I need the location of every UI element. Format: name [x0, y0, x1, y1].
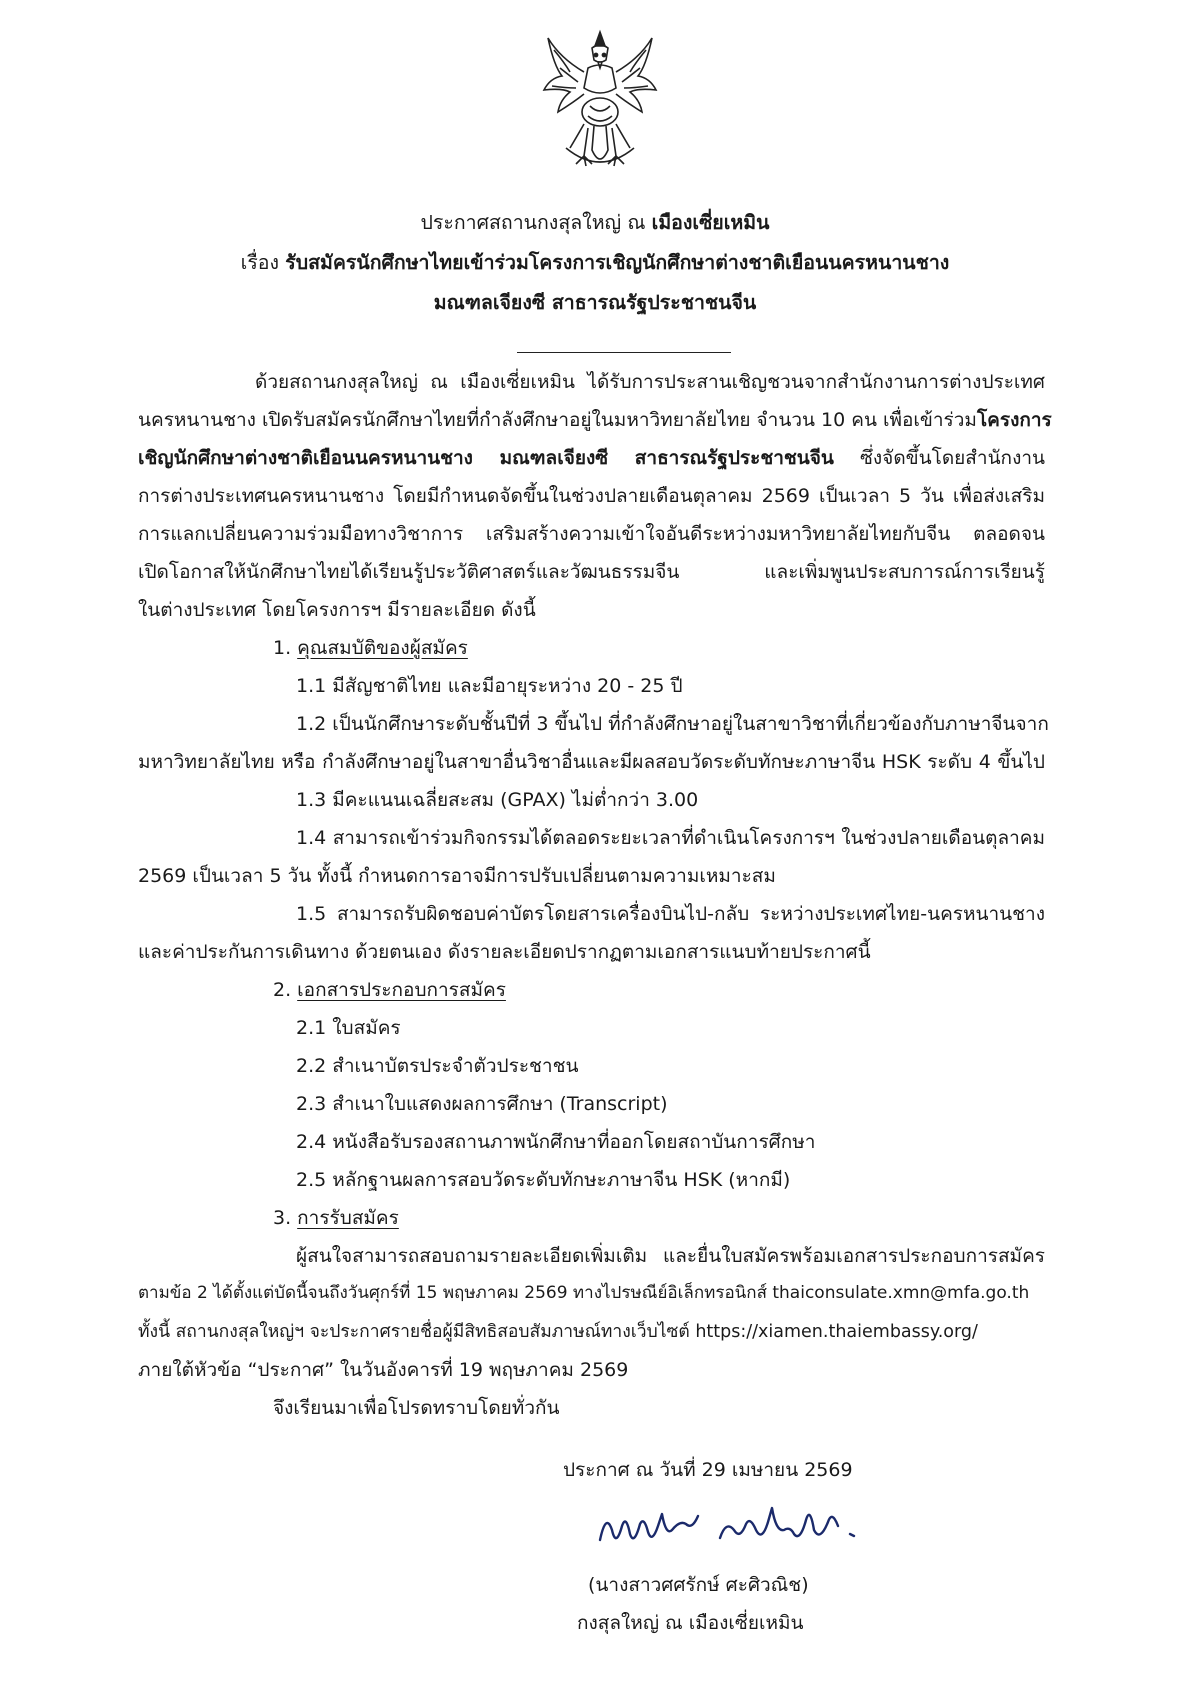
header-line-2 [0, 247, 1190, 278]
section-1-item-3: 1.3 มีคะแนนเฉลี่ยสะสม (GPAX) ไม่ต่ำกว่า 3.00 [296, 789, 699, 811]
section-2-item: 2.2 สำเนาบัตรประจำตัวประชาชน [296, 1055, 579, 1077]
section-1-item-5b: และค่าประกันการเดินทาง ด้วยตนเอง ดังรายละเอียดปรากฏตามเอกสารแนบท้ายประกาศนี้ [138, 941, 871, 963]
handwritten-signature-icon [592, 1490, 892, 1560]
intro-line-3: เชิญนักศึกษาต่างชาติเยือนนครหนานชาง มณฑลเจียงซี สาธารณรัฐประชาชนจีน ซึ่งจัดขึ้นโดยสำนักงาน [138, 447, 1045, 469]
garuda-emblem-icon [540, 28, 660, 176]
section-1-item-2b: มหาวิทยาลัยไทย หรือ กำลังศึกษาอยู่ในสาขาอื่นวิชาอื่นและมีผลสอบวัดระดับทักษะภาษาจีน HSK ระดับ 4 ขึ้นไป [138, 751, 1045, 773]
section-2-item: 2.5 หลักฐานผลการสอบวัดระดับทักษะภาษาจีน HSK (หากมี) [296, 1169, 791, 1191]
section-2-heading: 2. เอกสารประกอบการสมัคร [273, 979, 506, 1001]
section-1-item-4a: 1.4 สามารถเข้าร่วมกิจกรรมได้ตลอดระยะเวลาที่ดำเนินโครงการฯ ในช่วงปลายเดือนตุลาคม [296, 827, 1045, 849]
section-2-item: 2.3 สำเนาใบแสดงผลการศึกษา (Transcript) [296, 1093, 668, 1115]
signatory-position: กงสุลใหญ่ ณ เมืองเซี่ยเหมิน [577, 1612, 804, 1634]
section-3-line-4: ภายใต้หัวข้อ “ประกาศ” ในวันอังคารที่ 19 พฤษภาคม 2569 [138, 1359, 629, 1381]
signatory-name: (นางสาวศศรักษ์ ศะศิวณิช) [588, 1574, 809, 1596]
section-2-item: 2.4 หนังสือรับรองสถานภาพนักศึกษาที่ออกโดยสถาบันการศึกษา [296, 1131, 816, 1153]
section-2-title: เอกสารประกอบการสมัคร [297, 979, 506, 1001]
announcement-date: ประกาศ ณ วันที่ 29 เมษายน 2569 [563, 1459, 853, 1481]
section-3-line-2: ตามข้อ 2 ได้ตั้งแต่บัดนี้จนถึงวันศุกร์ที่ 15 พฤษภาคม 2569 ทางไปรษณีย์อิเล็กทรอนิกส์ thaiconsulate.xmn@mfa.go.th [138, 1283, 1030, 1303]
section-3-line-3: ทั้งนี้ สถานกงสุลใหญ่ฯ จะประกาศรายชื่อผู้มีสิทธิสอบสัมภาษณ์ทางเว็บไซต์ https://xiamen.thaiembassy.org/ [138, 1322, 978, 1342]
section-3-heading: 3. การรับสมัคร [273, 1207, 399, 1229]
intro-line-4: การต่างประเทศนครหนานชาง โดยมีกำหนดจัดขึ้นในช่วงปลายเดือนตุลาคม 2569 เป็นเวลา 5 วัน เพื่อส่งเสริม [138, 485, 1045, 507]
intro-line-6: เปิดโอกาสให้นักศึกษาไทยได้เรียนรู้ประวัติศาสตร์และวัฒนธรรมจีน และเพิ่มพูนประสบการณ์การเรียนรู้ [138, 561, 1045, 583]
intro-line-2: นครหนานชาง เปิดรับสมัครนักศึกษาไทยที่กำลังศึกษาอยู่ในมหาวิทยาลัยไทย จำนวน 10 คน เพื่อเข้าร่วมโครงการ [138, 409, 1052, 431]
header-line-1-plain: ประกาศสถานกงสุลใหญ่ ณ [420, 211, 652, 234]
section-1-title: คุณสมบัติของผู้สมัคร [297, 637, 468, 659]
section-1-item-5a: 1.5 สามารถรับผิดชอบค่าบัตรโดยสารเครื่องบินไป-กลับ ระหว่างประเทศไทย-นครหนานชาง [296, 903, 1045, 925]
section-1-item-2a: 1.2 เป็นนักศึกษาระดับชั้นปีที่ 3 ขึ้นไป ที่กำลังศึกษาอยู่ในสาขาวิชาที่เกี่ยวข้องกับภาษาจีนจาก [296, 713, 1049, 735]
header-line-2-bold: รับสมัครนักศึกษาไทยเข้าร่วมโครงการเชิญนักศึกษาต่างชาติเยือนนครหนานชาง [285, 251, 950, 274]
section-1-item-4b: 2569 เป็นเวลา 5 วัน ทั้งนี้ กำหนดการอาจมีการปรับเปลี่ยนตามความเหมาะสม [138, 865, 776, 887]
header-line-3: มณฑลเจียงซี สาธารณรัฐประชาชนจีน [433, 291, 757, 314]
header-line-1-bold: เมืองเซี่ยเหมิน [651, 211, 770, 234]
section-3-line-1: ผู้สนใจสามารถสอบถามรายละเอียดเพิ่มเติม และยื่นใบสมัครพร้อมเอกสารประกอบการสมัคร [296, 1245, 1045, 1267]
section-2-item: 2.1 ใบสมัคร [296, 1017, 401, 1039]
header-line-2-plain: เรื่อง [240, 251, 286, 274]
intro-line-5: การแลกเปลี่ยนความร่วมมือทางวิชาการ เสริมสร้างความเข้าใจอันดีระหว่างมหาวิทยาลัยไทยกับจีน ตลอดจน [138, 523, 1045, 545]
closing-line: จึงเรียนมาเพื่อโปรดทราบโดยทั่วกัน [273, 1397, 560, 1419]
section-1-item-1: 1.1 มีสัญชาติไทย และมีอายุระหว่าง 20 - 25 ปี [296, 675, 683, 697]
intro-line-7: ในต่างประเทศ โดยโครงการฯ มีรายละเอียด ดังนี้ [138, 599, 536, 621]
section-3-title: การรับสมัคร [297, 1207, 399, 1229]
header-divider [517, 352, 731, 353]
intro-line-1: ด้วยสถานกงสุลใหญ่ ณ เมืองเซี่ยเหมิน ได้รับการประสานเชิญชวนจากสำนักงานการต่างประเทศ [255, 371, 1045, 393]
header-line-1 [0, 207, 1190, 238]
section-1-heading: 1. คุณสมบัติของผู้สมัคร [273, 637, 468, 659]
